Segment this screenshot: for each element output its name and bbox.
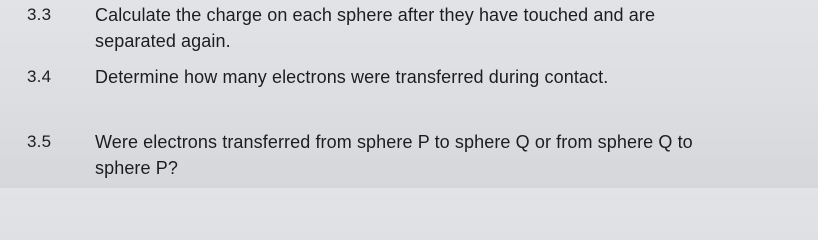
question-number: 3.4 (27, 67, 52, 86)
question-text (95, 129, 810, 181)
question-text-line: Calculate the charge on each sphere after they have touched and are (95, 5, 656, 25)
question-number: 3.3 (27, 5, 52, 24)
question-text-line: sphere P? (95, 158, 178, 178)
question-text-line: Were electrons transferred from sphere P to sphere Q or from sphere Q to (95, 132, 693, 152)
question-text-line: separated again. (95, 31, 231, 51)
question-text-line: Determine how many electrons were transferred during contact. (95, 67, 609, 87)
question-text (95, 64, 810, 90)
question-number: 3.5 (27, 132, 52, 151)
question-text (95, 2, 810, 54)
